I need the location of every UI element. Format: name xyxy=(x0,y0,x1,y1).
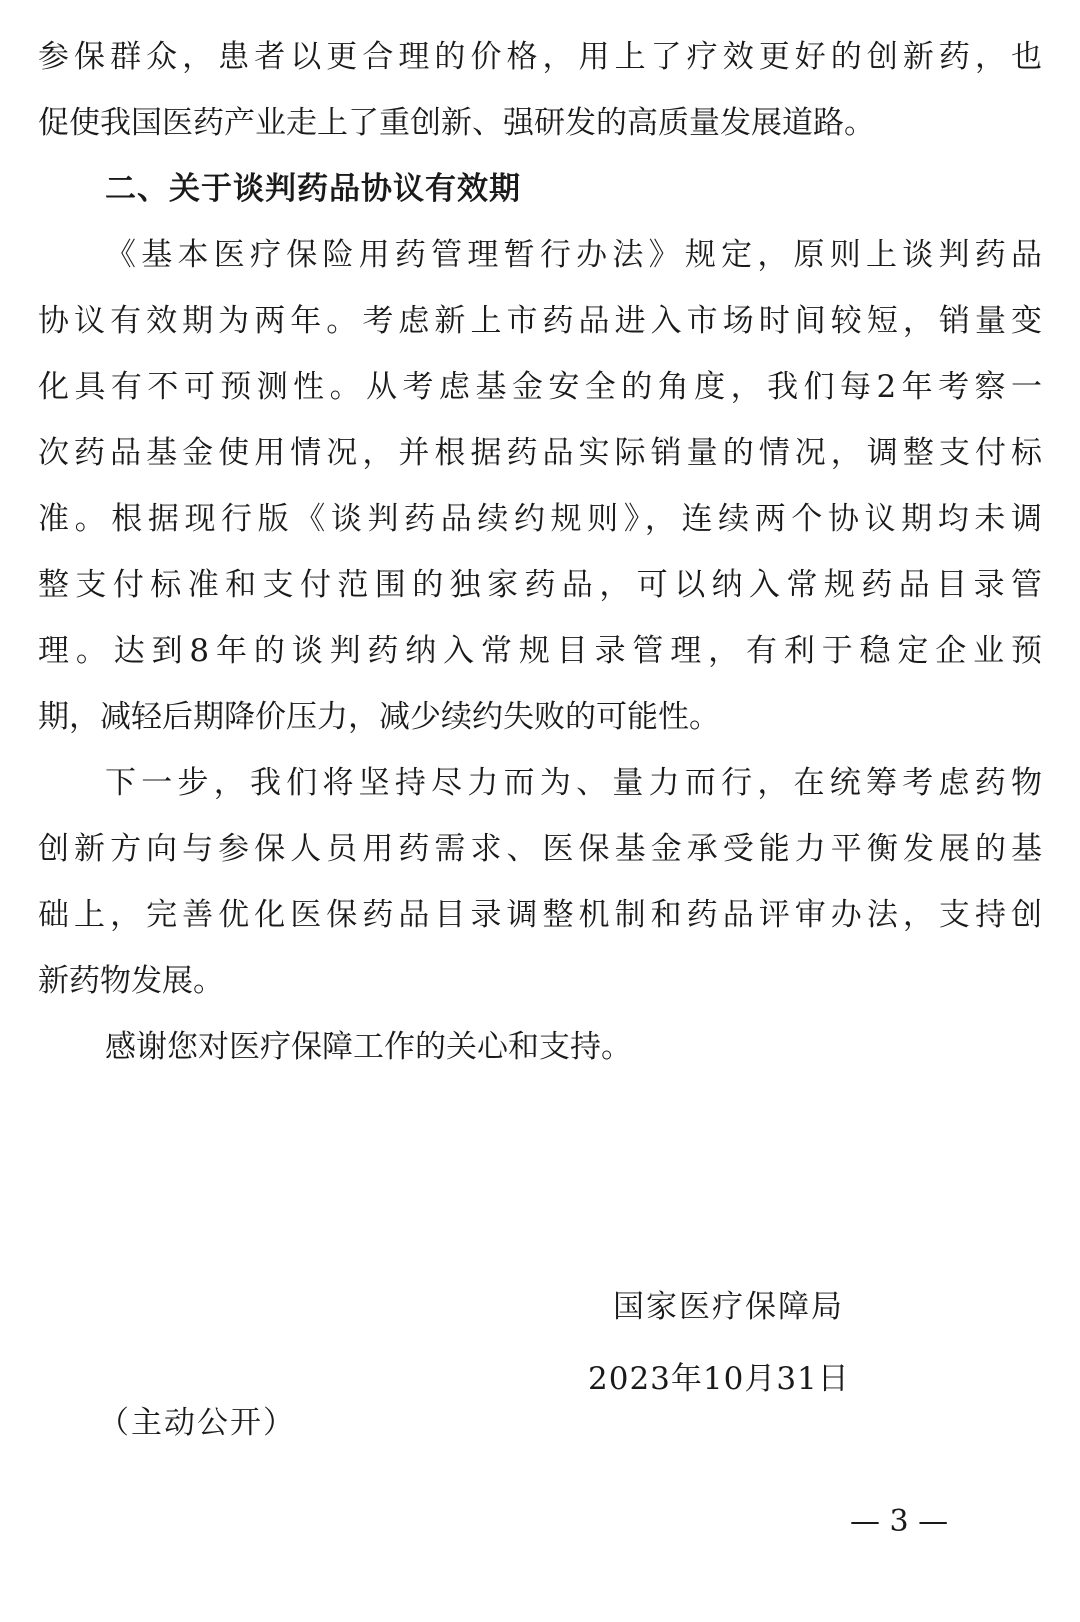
signature-date: 2023年10月31日 xyxy=(588,1361,850,1397)
paragraph-line: 新药物发展。 xyxy=(38,963,224,999)
paragraph-line: 《基本医疗保险用药管理暂行办法》规定，原则上谈判药品 xyxy=(105,237,1042,273)
paragraph-line: 准。根据现行版《谈判药品续约规则》，连续两个协议期均未调 xyxy=(38,501,1042,537)
paragraph-line: 下一步，我们将坚持尽力而为、量力而行，在统筹考虑药物 xyxy=(105,765,1042,801)
page-number: — 3 — xyxy=(850,1504,949,1539)
disclosure-note: （主动公开） xyxy=(98,1405,296,1441)
paragraph-line: 期，减轻后期降价压力，减少续约失败的可能性。 xyxy=(38,699,720,735)
paragraph-line: 促使我国医药产业走上了重创新、强研发的高质量发展道路。 xyxy=(38,105,875,141)
paragraph-line: 化具有不可预测性。从考虑基金安全的角度，我们每2年考察一 xyxy=(38,369,1042,405)
signature-organization: 国家医疗保障局 xyxy=(613,1289,844,1325)
paragraph-line: 协议有效期为两年。考虑新上市药品进入市场时间较短，销量变 xyxy=(38,303,1042,339)
paragraph-line: 参保群众，患者以更合理的价格，用上了疗效更好的创新药，也 xyxy=(38,39,1042,75)
paragraph-line: 次药品基金使用情况，并根据药品实际销量的情况，调整支付标 xyxy=(38,435,1042,471)
closing-line: 感谢您对医疗保障工作的关心和支持。 xyxy=(105,1029,632,1065)
section-heading: 二、关于谈判药品协议有效期 xyxy=(105,171,521,207)
paragraph-line: 础上，完善优化医保药品目录调整机制和药品评审办法，支持创 xyxy=(38,897,1042,933)
paragraph-line: 理。达到8年的谈判药纳入常规目录管理，有利于稳定企业预 xyxy=(38,633,1042,669)
paragraph-line: 整支付标准和支付范围的独家药品，可以纳入常规药品目录管 xyxy=(38,567,1042,603)
paragraph-line: 创新方向与参保人员用药需求、医保基金承受能力平衡发展的基 xyxy=(38,831,1042,867)
